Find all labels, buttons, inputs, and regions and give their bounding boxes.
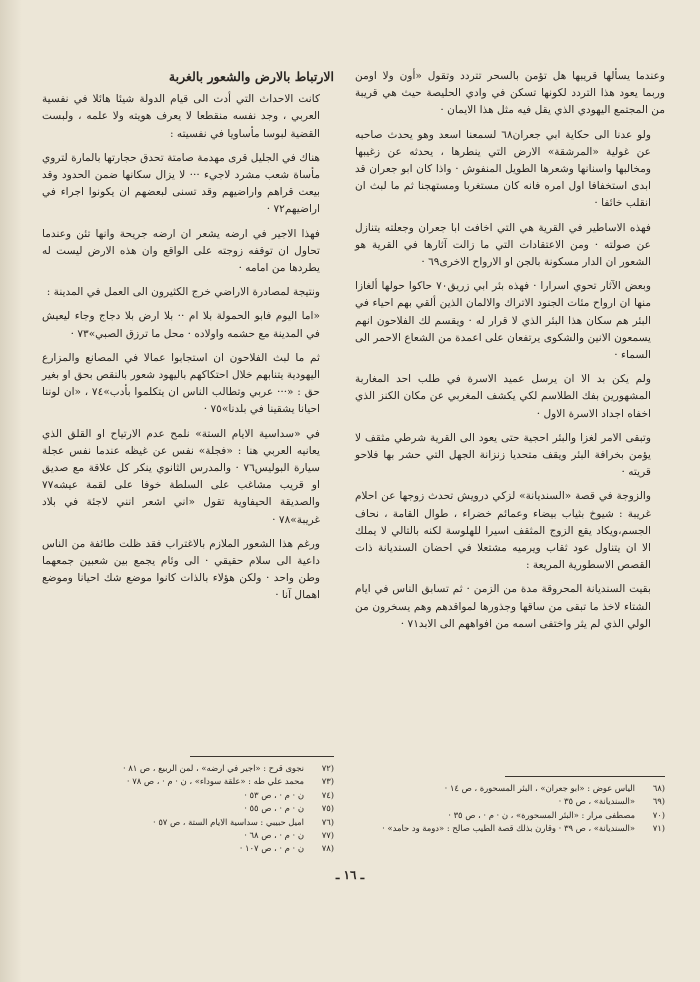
block-quote: هناك في الجليل قرى مهدمة صامتة تحدق حجارتها بالمارة لتروي مأساة شعب مشرد لاجيء ··· لا يزال سكانها ضمن الحدود وقد بيعت قراهم واراضيهم وقد تسنى لبعضهم ان يكونوا اجراء في اراضيهم٧٢ · xyxy=(42,151,320,216)
footnote xyxy=(42,762,334,775)
paragraph: فهذه الاساطير في القرية هي التي اخافت ابا جعران وجعلته يتنازل عن صولته · ومن الاعتقادات التي ما زالت آثارها في القرية هو الشعور ان الدار مسكونة بالجن او الارواح الاخرى٦٩ · xyxy=(355,221,651,269)
footnote xyxy=(42,775,334,788)
footnote xyxy=(355,782,665,795)
paragraph: والزوجة في قصة «السنديانة» لزكي درويش تحدث زوجها عن احلام غريبة : شيوخ بثياب بيضاء وعمائم خضراء ، طوال القامة ، نحاف الجسم،ويكاد يقع الزوج المثقف اسيرا للهلوسة لكنه بالتالي لا يملك الا ان يتناول عود ثقاب ويرميه مشتعلا في احضان السنديانة ذات القصص الاسطورية المريعة : xyxy=(355,490,651,572)
block-quote: «اما اليوم فابو الحمولة بلا ام ·· بلا ارض بلا دجاج وجاء ليعيش في المدينة مع حشمه واولاده · محل ما ترزق الصبي»٧٣ · xyxy=(42,310,320,340)
footnote-text: مصطفى مرار : «البئر المسحورة» ، ن · م · ، ص ٣٥ · xyxy=(448,809,635,820)
footnote xyxy=(42,802,334,815)
footnote-number: (٧٤ xyxy=(321,789,334,800)
footnote-text: ن · م · ، ص ٥٥ · xyxy=(244,803,304,814)
footnote-text: ن · م · ، ص ٥٣ · xyxy=(244,789,304,800)
footnote-number: (٧٨ xyxy=(321,843,334,854)
footnote-text: الياس عوض : «ابو جعران» ، البئر المسحورة ، ص ١٤ · xyxy=(444,783,635,793)
footnotes-right xyxy=(355,782,665,836)
footnote-number: (٧٦ xyxy=(321,816,334,827)
footnote-number: (٦٨ xyxy=(652,783,665,793)
paragraph: ولو عدنا الى حكاية ابي جعران٦٨ لسمعنا اسعد وهو يحدث صاحبه عن غولية «المرشقة» الارض التي ينطرها ، يحدثه عن زغيبها ومخالبها واسنانها وشعرها الطويل المنفوش · واذا كان ابو جعران قد ابدى استخفافا اول امره فانه كان مستغربا ومستهجنا ثم ما لبث ان انقلب خائفا · xyxy=(355,128,651,210)
paragraph: في «سداسية الايام الستة» نلمح عدم الارتياح او القلق الذي يعانيه العربي هنا : «فجلة» نفس عن غيظه عندما نفس عجلة سيارة البوليس٧٦ · والمدرس الثانوي ينكر كل علاقة مع صديق او قريب مشاغب على السلطة خوفا على لقمة عيشه٧٧ والصديقة الحيفاوية تقول «اني اشعر انني لاجئة في بلاد غريبة»٧٨ · xyxy=(42,427,320,526)
footnote-separator-left xyxy=(190,756,334,757)
binding-shadow xyxy=(0,0,22,982)
footnote xyxy=(355,809,665,822)
footnote-text: نجوى قرح : «اجير في ارضه» ، لمن الربيع ، ص ٨١ · xyxy=(122,763,304,773)
footnote-number: (٧٠ xyxy=(652,809,665,820)
footnote-number: (٧٢ xyxy=(321,763,334,773)
footnotes-left xyxy=(42,762,334,856)
footnote-text: «السنديانة» ، ص ٣٩ · وقارن بذلك قصة الطيب صالح : «دومة ود حامد» · xyxy=(382,823,635,834)
footnote-text: محمد علي طه : «علقة سوداء» ، ن · م · ، ص ٧٨ · xyxy=(126,776,304,787)
footnote xyxy=(42,789,334,802)
footnote xyxy=(42,829,334,842)
paragraph: ثم ما لبث الفلاحون ان استجابوا عمالا في المصانع والمزارع اليهودية يتنابهم خلال احتكاكهم باليهود شعور بالنقص بحق او بغير حق : «··· عربي وتطالب الناس ان يتكلموا بأدب»٧٤ ، «ان لوننا احيانا يشقينا في بلدنا»٧٥ · xyxy=(42,351,320,416)
footnote-number: (٦٩ xyxy=(652,796,665,807)
left-column xyxy=(42,68,334,612)
section-heading: الارتباط بالارض والشعور بالغربة xyxy=(168,69,334,84)
footnote xyxy=(42,816,334,829)
block-quote: بقيت السنديانة المحروقة مدة من الزمن · ثم تسابق الناس في ايام الشتاء لاخذ ما تبقى من ساقها وجذورها لمواقدهم وهم يسخرون من الولي الذي لم يثر واختفى اسمه من افواههم الى الابد٧١ · xyxy=(355,583,651,630)
footnote-number: (٧٧ xyxy=(321,830,334,841)
paragraph: ورغم هذا الشعور الملازم بالاغتراب فقد ظلت طائفة من الناس داعية الى سلام حقيقي · الى وئام يجمع بين شعبين جمعهما وطن واحد · ولكن هؤلاء بالذات كانوا موضع شك احيانا وموضع اهمال آنا · xyxy=(42,537,320,602)
footnote-number: (٧١ xyxy=(652,823,665,834)
footnote-text: ن · م · ، ص ١٠٧ · xyxy=(239,843,304,854)
paragraph: ونتيجة لمصادرة الاراضي خرج الكثيرون الى العمل في المدينة : xyxy=(46,286,320,299)
paragraph: وبعض الآثار تحوي اسرارا · فهذه بئر ابي زريق٧٠ حاكوا حولها ألغازا منها ان ارواح مئات الجنود الاتراك والالمان الذين ألقي بهم احياء في البئر هم سكان هذا البئر الذي لا قرار له · ويقسم لك الفلاحون انهم يسمعون الانين والشكوى يرتفعان على اعمدة من الشعاع الاحمر الى السماء · xyxy=(355,280,651,362)
paragraph: فهذا الاجير في ارضه يشعر ان ارضه جريحة وانها تئن وعندما تحاول ان توقفه زوجته على الواقع وان هذه الارض ليست له يطردها من امامه · xyxy=(42,227,320,275)
footnote xyxy=(355,795,665,808)
footnote-number: (٧٣ xyxy=(321,776,334,787)
footnote-number: (٧٥ xyxy=(321,803,334,814)
page-number: ـ ١٦ ـ xyxy=(335,868,365,882)
footnote-text: اميل حبيبي : سداسية الايام الستة ، ص ٥٧ · xyxy=(152,816,304,827)
right-column xyxy=(355,68,665,640)
paragraph: وعندما يسألها قريبها هل تؤمن بالسحر تتردد وتقول «أون ولا اومن وربما يعود هذا التردد لكونها تسكن في وادي الحليصة حيث هي قريبة من المجتمع اليهودي الذي يقل فيه مثل هذا الايمان · xyxy=(355,70,665,117)
paragraph: ولم يكن بد الا ان يرسل عميد الاسرة في طلب احد المغاربة المشهورين بفك الطلاسم لكي يكشف المغربي عن مكان الكنز الذي اخفاه اجداد الاسرة الاول · xyxy=(355,373,651,420)
paragraph: كانت الاحداث التي أدت الى قيام الدولة شيئا هائلا في نفسية العربي ، وجد نفسه منقطعا لا يعرف هويته ولا علمه ، ولبست القضية لبوسا مأساويا في نفسيته : xyxy=(42,93,320,140)
paragraph: وتبقى الامر لغزا والبئر احجية حتى يعود الى القرية شرطي مثقف لا يؤمن بخرافة البئر ويقف متحديا زنزانة الجهل التي حشر بها فلاحو قريته · xyxy=(355,431,651,479)
footnote-text: ن · م · ، ص ٦٨ · xyxy=(244,830,304,841)
footnote xyxy=(42,842,334,855)
footnote xyxy=(355,822,665,835)
footnote-separator-right xyxy=(505,776,665,777)
footnote-text: «السنديانة» ، ص ٣٥ · xyxy=(558,796,635,807)
